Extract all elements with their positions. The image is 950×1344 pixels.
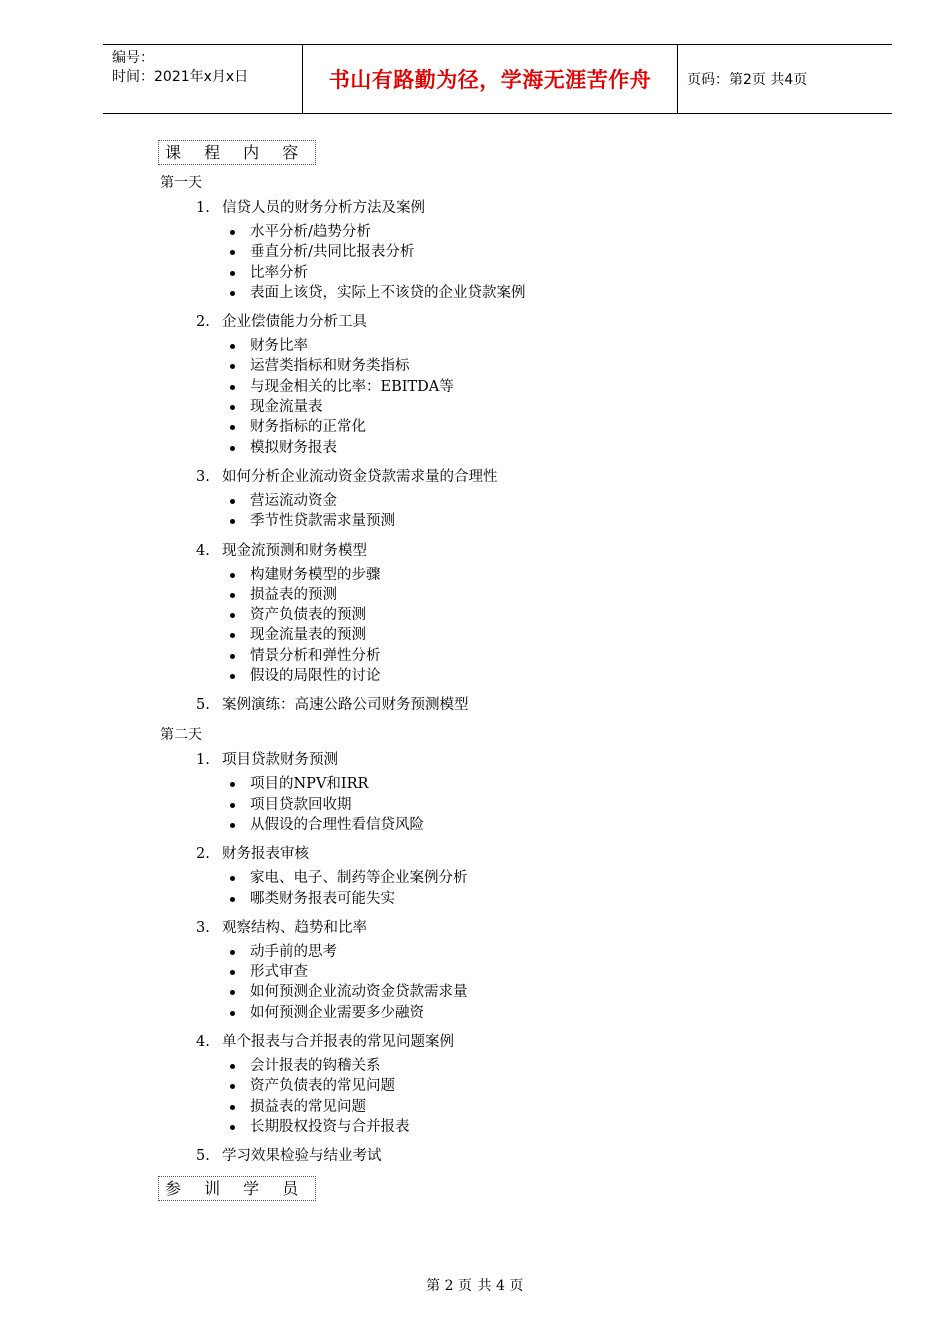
course-item-number: 1. — [196, 200, 210, 216]
course-item-title: 观察结构、趋势和比率 — [222, 919, 367, 936]
subtopic-list-item: 假设的局限性的讨论 — [158, 666, 858, 686]
subtopic-list-item: 形式审查 — [158, 962, 858, 982]
subtopic-list-item: 资产负债表的常见问题 — [158, 1076, 858, 1096]
course-item-heading — [158, 198, 858, 218]
course-item-number: 2. — [196, 846, 210, 863]
course-days — [158, 173, 858, 1166]
course-item-title: 如何分析企业流动资金贷款需求量的合理性 — [222, 468, 498, 485]
course-item — [158, 695, 858, 715]
subtopic-list-item: 营运流动资金 — [158, 491, 858, 511]
page-header — [103, 44, 892, 114]
course-item — [158, 1032, 858, 1137]
course-item-subtopics — [158, 942, 858, 1023]
subtopic-list-item: 家电、电子、制药等企业案例分析 — [158, 868, 858, 888]
course-item-number: 5. — [196, 697, 210, 714]
course-item-number: 2. — [196, 314, 210, 331]
subtopic-list-item: 情景分析和弹性分析 — [158, 646, 858, 666]
subtopic-list-item: 从假设的合理性看信贷风险 — [158, 815, 858, 835]
footer-current-page: 2 — [444, 1278, 455, 1294]
subtopic-list-item: 与现金相关的比率：EBITDA等 — [158, 377, 858, 397]
footer-middle: 页 共 — [458, 1278, 492, 1294]
subtopic-list-item: 水平分析/趋势分析 — [158, 222, 858, 242]
course-item-number: 3. — [196, 919, 210, 936]
course-item-title: 案例演练：高速公路公司财务预测模型 — [222, 697, 469, 714]
subtopic-list-item: 现金流量表 — [158, 397, 858, 417]
course-item — [158, 918, 858, 1023]
subtopic-list-item: 垂直分析/共同比报表分析 — [158, 242, 858, 262]
course-item-heading — [158, 541, 858, 561]
subtopic-list-item: 哪类财务报表可能失实 — [158, 889, 858, 909]
document-number-label: 编号： — [112, 50, 154, 66]
course-item-heading — [158, 844, 858, 864]
course-item-heading — [158, 467, 858, 487]
course-item-subtopics — [158, 1056, 858, 1137]
subtopic-list-item: 长期股权投资与合并报表 — [158, 1117, 858, 1137]
course-item-number: 4. — [196, 542, 210, 559]
subtopic-list-item: 季节性贷款需求量预测 — [158, 511, 858, 531]
course-item-title: 学习效果检验与结业考试 — [222, 1148, 382, 1165]
subtopic-list-item: 损益表的常见问题 — [158, 1097, 858, 1117]
course-item-heading — [158, 695, 858, 715]
footer-total-pages: 4 — [495, 1278, 506, 1294]
footer-suffix: 页 — [509, 1278, 524, 1294]
subtopic-list-item: 项目贷款回收期 — [158, 795, 858, 815]
header-page-label: 页码：第2页 共4页 — [687, 72, 808, 88]
course-item — [158, 541, 858, 687]
page-footer — [0, 1275, 950, 1295]
header-meta — [103, 45, 303, 113]
subtopic-list-item: 运营类指标和财务类指标 — [158, 356, 858, 376]
course-item-subtopics — [158, 774, 858, 835]
course-item-number: 3. — [196, 468, 210, 485]
subtopic-list-item: 如何预测企业流动资金贷款需求量 — [158, 982, 858, 1002]
course-item-subtopics — [158, 491, 858, 532]
course-item-heading — [158, 312, 858, 332]
course-item-number: 1. — [196, 752, 210, 769]
course-item-title: 现金流预测和财务模型 — [222, 542, 367, 559]
course-item-title: 企业偿债能力分析工具 — [222, 314, 367, 331]
header-slogan: 书山有路勤为径，学海无涯苦作舟 — [303, 45, 678, 113]
subtopic-list-item: 构建财务模型的步骤 — [158, 565, 858, 585]
course-item-heading — [158, 750, 858, 770]
course-item — [158, 844, 858, 909]
subtopic-list-item: 动手前的思考 — [158, 942, 858, 962]
subtopic-list-item: 比率分析 — [158, 263, 858, 283]
course-item-subtopics — [158, 868, 858, 909]
course-item-title: 单个报表与合并报表的常见问题案例 — [222, 1034, 454, 1051]
subtopic-list-item: 财务比率 — [158, 336, 858, 356]
subtopic-list-item: 项目的NPV和IRR — [158, 774, 858, 794]
subtopic-list-item: 资产负债表的预测 — [158, 605, 858, 625]
course-item-heading — [158, 1146, 858, 1166]
course-item-number: 4. — [196, 1034, 210, 1051]
course-item — [158, 312, 858, 458]
subtopic-list-item: 如何预测企业需要多少融资 — [158, 1003, 858, 1023]
day-heading: 第一天 — [160, 175, 202, 191]
course-item-title: 信贷人员的财务分析方法及案例 — [222, 200, 425, 216]
subtopic-list-item: 损益表的预测 — [158, 585, 858, 605]
course-item-subtopics — [158, 222, 858, 303]
course-item-heading — [158, 1032, 858, 1052]
subtopic-list-item: 模拟财务报表 — [158, 438, 858, 458]
course-item-title: 项目贷款财务预测 — [222, 752, 338, 769]
subtopic-list-item: 表面上该贷，实际上不该贷的企业贷款案例 — [158, 283, 858, 303]
document-body — [158, 140, 858, 1201]
course-item — [158, 467, 858, 532]
section-title-trainees: 参 训 学 员 — [158, 1176, 316, 1201]
course-item-heading — [158, 918, 858, 938]
day-heading: 第二天 — [160, 727, 202, 744]
course-item-subtopics — [158, 336, 858, 458]
course-item — [158, 198, 858, 303]
course-item-number: 5. — [196, 1148, 210, 1165]
subtopic-list-item: 现金流量表的预测 — [158, 625, 858, 645]
subtopic-list-item: 会计报表的钩稽关系 — [158, 1056, 858, 1076]
document-time-label: 时间：2021年x月x日 — [112, 69, 249, 85]
subtopic-list-item: 财务指标的正常化 — [158, 417, 858, 437]
section-title-course-content: 课 程 内 容 — [158, 140, 316, 165]
course-item — [158, 750, 858, 835]
footer-prefix: 第 — [426, 1278, 441, 1294]
course-item — [158, 1146, 858, 1166]
course-item-title: 财务报表审核 — [222, 846, 309, 863]
course-item-subtopics — [158, 565, 858, 687]
